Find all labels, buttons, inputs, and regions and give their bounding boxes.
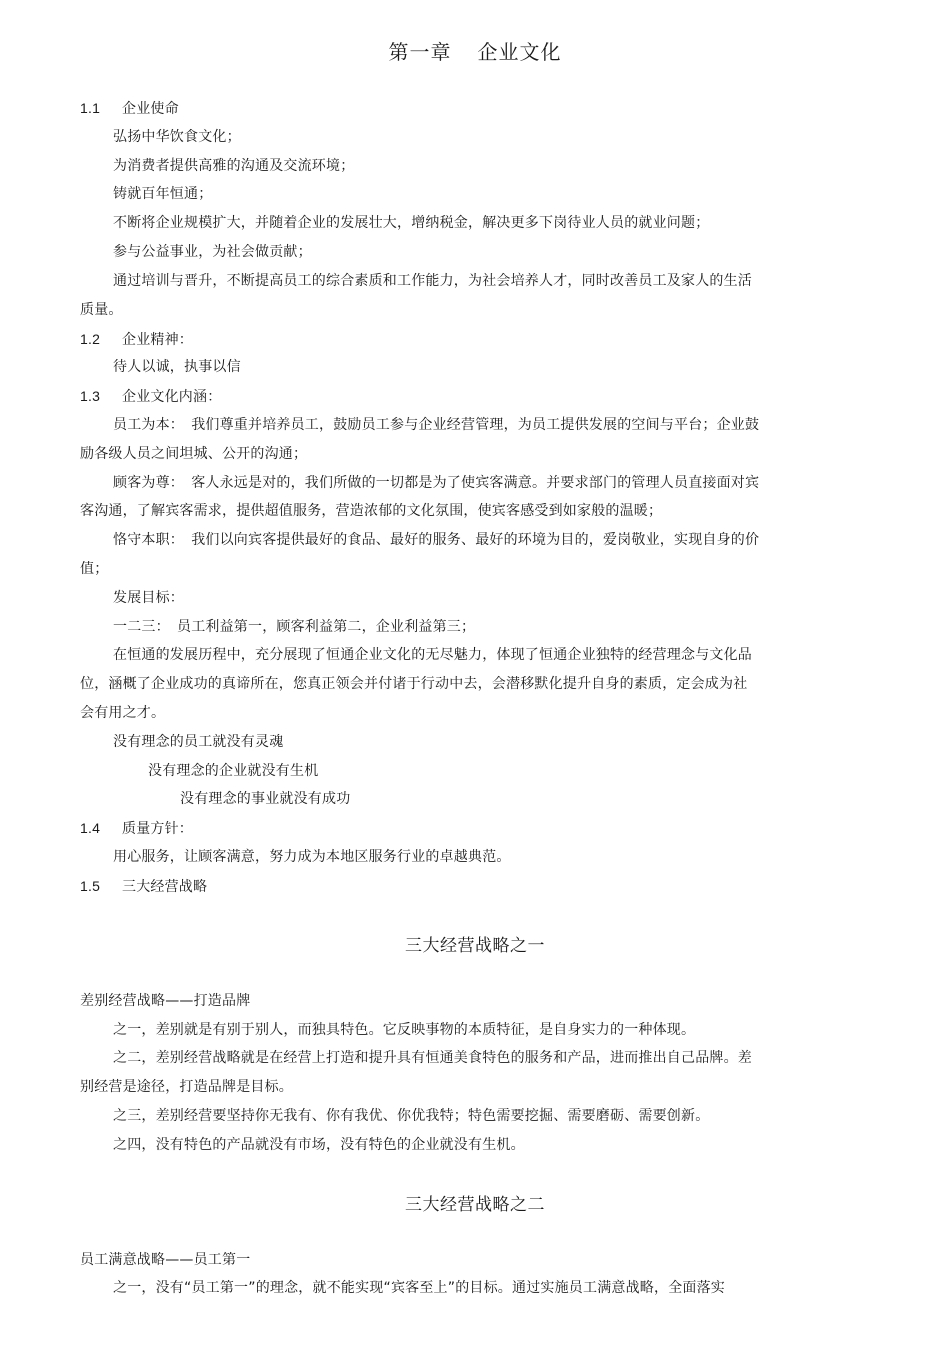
mission-line: 参与公益事业，为社会做贡献； bbox=[113, 244, 312, 260]
chapter-number: 第一章 bbox=[388, 40, 452, 64]
culture-line: 顾客为尊： 客人永远是对的，我们所做的一切都是为了使宾客满意。并要求部门的管理人员直接面对宾 bbox=[113, 475, 760, 491]
section-label: 质量方针： bbox=[122, 821, 193, 837]
section-label: 三大经营战略 bbox=[122, 879, 208, 895]
culture-line: 励各级人员之间坦城、公开的沟通； bbox=[80, 446, 308, 462]
section-number: 1.3 bbox=[80, 388, 101, 404]
mission-line: 弘扬中华饮食文化； bbox=[113, 129, 241, 145]
motto-line: 没有理念的事业就没有成功 bbox=[180, 791, 351, 807]
culture-line: 发展目标： bbox=[113, 590, 184, 606]
mission-line: 为消费者提供高雅的沟通及交流环境； bbox=[113, 158, 355, 174]
section-heading-1-2 bbox=[80, 329, 800, 350]
culture-line: 会有用之才。 bbox=[80, 705, 166, 721]
quality-line: 用心服务，让顾客满意，努力成为本地区服务行业的卓越典范。 bbox=[113, 849, 511, 865]
strategy-name: 员工满意战略——员工第一 bbox=[80, 1252, 251, 1268]
mission-line: 铸就百年恒通； bbox=[113, 186, 213, 202]
section-heading-1-5 bbox=[80, 876, 800, 897]
culture-line: 员工为本： 我们尊重并培养员工，鼓励员工参与企业经营管理，为员工提供发展的空间与平台；企业鼓 bbox=[113, 417, 760, 433]
strategy-line: 之一，没有“员工第一”的理念，就不能实现“宾客至上”的目标。通过实施员工满意战略，全面落实 bbox=[113, 1280, 726, 1296]
strategy-line: 之一，差别就是有别于别人，而独具特色。它反映事物的本质特征，是自身实力的一种体现。 bbox=[113, 1022, 696, 1038]
culture-line: 一二三： 员工利益第一，顾客利益第二，企业利益第三； bbox=[113, 619, 476, 635]
section-number: 1.2 bbox=[80, 331, 101, 347]
section-number: 1.5 bbox=[80, 878, 101, 894]
section-heading-1-1 bbox=[80, 98, 800, 119]
section-number: 1.1 bbox=[80, 100, 101, 116]
culture-line: 客沟通，了解宾客需求，提供超值服务，营造浓郁的文化氛围，使宾客感受到如家般的温暖； bbox=[80, 503, 663, 519]
culture-line: 恪守本职： 我们以向宾客提供最好的食品、最好的服务、最好的环境为目的，爱岗敬业，实现自身的价 bbox=[113, 532, 760, 548]
section-label: 企业精神： bbox=[122, 332, 193, 348]
strategy-heading: 三大经营战略之一 bbox=[405, 936, 545, 956]
strategy-line: 之三，差别经营要坚持你无我有、你有我优、你优我特；特色需要挖掘、需要磨砺、需要创新。 bbox=[113, 1108, 710, 1124]
culture-line: 在恒通的发展历程中，充分展现了恒通企业文化的无尽魅力，体现了恒通企业独特的经营理念与文化品 bbox=[113, 647, 752, 663]
strategy-line: 之二，差别经营战略就是在经营上打造和提升具有恒通美食特色的服务和产品，进而推出自己品牌。差 bbox=[113, 1050, 752, 1066]
section-number: 1.4 bbox=[80, 820, 101, 836]
section-heading-1-3 bbox=[80, 386, 800, 407]
culture-line: 位，涵概了企业成功的真谛所在，您真正领会并付诸于行动中去，会潜移默化提升自身的素质，定会成为社 bbox=[80, 676, 748, 692]
chapter-name: 企业文化 bbox=[477, 40, 562, 64]
mission-line: 通过培训与晋升，不断提高员工的综合素质和工作能力，为社会培养人才，同时改善员工及家人的生活 bbox=[113, 273, 752, 289]
spirit-line: 待人以诚，执事以信 bbox=[113, 359, 241, 375]
mission-line: 不断将企业规模扩大，并随着企业的发展壮大，增纳税金，解决更多下岗待业人员的就业问题； bbox=[113, 215, 710, 231]
mission-line: 质量。 bbox=[80, 302, 123, 318]
chapter-title bbox=[0, 36, 950, 65]
motto-line: 没有理念的员工就没有灵魂 bbox=[113, 734, 284, 750]
strategy-line: 别经营是途径，打造品牌是目标。 bbox=[80, 1079, 293, 1095]
strategy-name: 差别经营战略——打造品牌 bbox=[80, 993, 251, 1009]
motto-line: 没有理念的企业就没有生机 bbox=[148, 763, 319, 779]
culture-line: 值； bbox=[80, 561, 109, 577]
section-label: 企业使命 bbox=[122, 101, 179, 117]
strategy-heading: 三大经营战略之二 bbox=[405, 1195, 545, 1215]
strategy-line: 之四，没有特色的产品就没有市场，没有特色的企业就没有生机。 bbox=[113, 1137, 525, 1153]
section-heading-1-4 bbox=[80, 818, 800, 839]
section-label: 企业文化内涵： bbox=[122, 389, 222, 405]
